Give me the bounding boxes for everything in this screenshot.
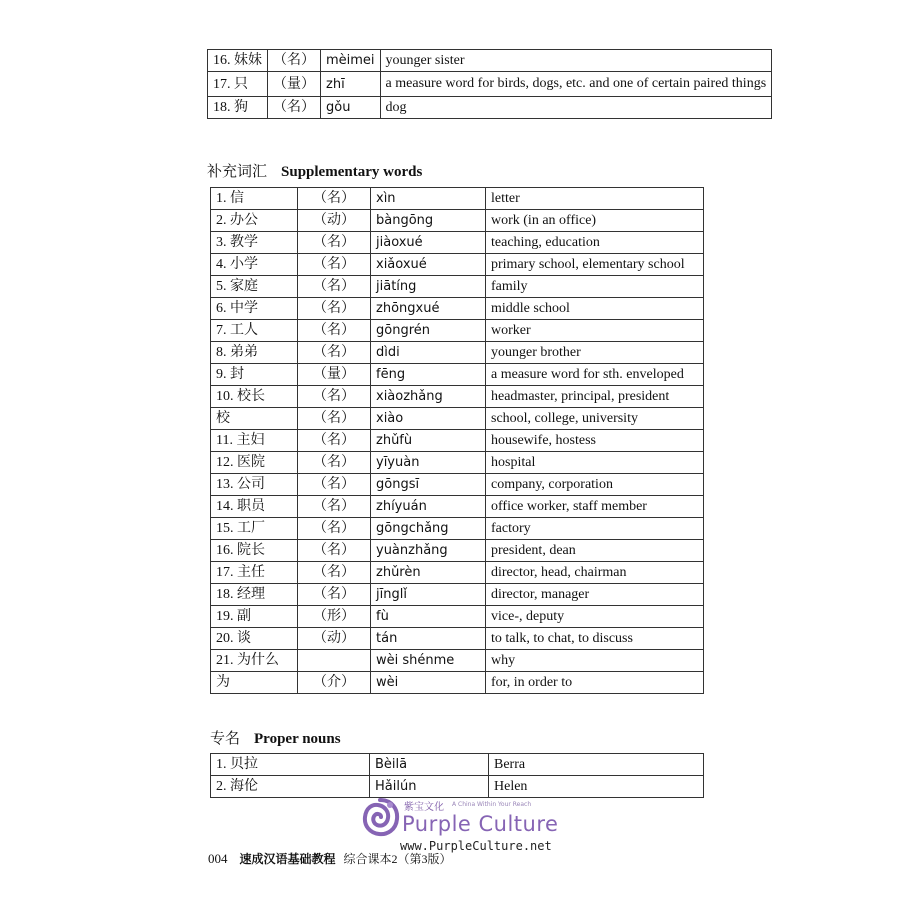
vocab-word: 13. 公司 bbox=[211, 474, 298, 496]
watermark-url: www.PurpleCulture.net bbox=[400, 839, 552, 853]
vocab-part-of-speech: （名） bbox=[298, 298, 371, 320]
vocab-pinyin: jīnglǐ bbox=[371, 584, 486, 606]
vocab-part-of-speech: （名） bbox=[298, 584, 371, 606]
vocab-meaning: director, manager bbox=[486, 584, 704, 606]
vocab-row bbox=[208, 72, 772, 97]
vocab-part-of-speech: （名） bbox=[268, 50, 321, 72]
vocab-word: 17. 只 bbox=[208, 72, 268, 97]
watermark-tagline: A China Within Your Reach bbox=[452, 801, 532, 808]
vocab-pinyin: jiātíng bbox=[371, 276, 486, 298]
vocab-word: 11. 主妇 bbox=[211, 430, 298, 452]
vocab-row bbox=[211, 408, 704, 430]
vocab-row bbox=[211, 562, 704, 584]
vocab-word: 20. 谈 bbox=[211, 628, 298, 650]
proper-noun-word: 2. 海伦 bbox=[211, 776, 370, 798]
vocab-part-of-speech: （形） bbox=[298, 606, 371, 628]
vocab-meaning: why bbox=[486, 650, 704, 672]
watermark-cn-name: 紫宝文化 bbox=[404, 802, 444, 813]
vocab-word: 7. 工人 bbox=[211, 320, 298, 342]
vocab-meaning: vice-, deputy bbox=[486, 606, 704, 628]
vocab-part-of-speech: （动） bbox=[298, 210, 371, 232]
vocab-row bbox=[211, 606, 704, 628]
supplementary-words-table bbox=[210, 187, 704, 694]
vocab-pinyin: xiǎoxué bbox=[371, 254, 486, 276]
proper-noun-row bbox=[211, 754, 704, 776]
vocab-row bbox=[211, 188, 704, 210]
vocab-part-of-speech: （名） bbox=[298, 518, 371, 540]
vocab-word: 10. 校长 bbox=[211, 386, 298, 408]
vocab-row bbox=[211, 232, 704, 254]
vocab-word: 9. 封 bbox=[211, 364, 298, 386]
supplementary-heading-en: Supplementary words bbox=[281, 164, 423, 180]
vocab-meaning: housewife, hostess bbox=[486, 430, 704, 452]
vocab-pinyin: gōngsī bbox=[371, 474, 486, 496]
vocab-row bbox=[211, 518, 704, 540]
vocab-row bbox=[211, 276, 704, 298]
vocab-part-of-speech: （名） bbox=[298, 342, 371, 364]
vocab-word: 16. 院长 bbox=[211, 540, 298, 562]
vocab-row bbox=[211, 496, 704, 518]
vocab-row bbox=[211, 474, 704, 496]
vocab-meaning: to talk, to chat, to discuss bbox=[486, 628, 704, 650]
supplementary-heading bbox=[207, 160, 422, 181]
vocab-pinyin: xiào bbox=[371, 408, 486, 430]
vocab-pinyin: gōngchǎng bbox=[371, 518, 486, 540]
vocab-pinyin: gǒu bbox=[321, 97, 381, 119]
vocab-pinyin: tán bbox=[371, 628, 486, 650]
vocab-part-of-speech bbox=[298, 650, 371, 672]
vocab-word: 16. 妹妹 bbox=[208, 50, 268, 72]
vocab-part-of-speech: （量） bbox=[268, 72, 321, 97]
vocab-part-of-speech: （名） bbox=[298, 408, 371, 430]
vocab-meaning: dog bbox=[380, 97, 772, 119]
proper-nouns-heading-cn: 专名 bbox=[210, 731, 241, 747]
vocab-pinyin: jiàoxué bbox=[371, 232, 486, 254]
vocab-pinyin: yīyuàn bbox=[371, 452, 486, 474]
vocab-word: 校 bbox=[211, 408, 298, 430]
purple-culture-watermark bbox=[360, 795, 560, 853]
watermark-brand-name: Purple Culture bbox=[402, 812, 559, 836]
vocab-meaning: headmaster, principal, president bbox=[486, 386, 704, 408]
vocab-word: 19. 副 bbox=[211, 606, 298, 628]
vocab-pinyin: wèi bbox=[371, 672, 486, 694]
proper-nouns-table bbox=[210, 753, 704, 798]
vocab-word: 6. 中学 bbox=[211, 298, 298, 320]
vocab-meaning: teaching, education bbox=[486, 232, 704, 254]
vocab-pinyin: xìn bbox=[371, 188, 486, 210]
vocab-word: 4. 小学 bbox=[211, 254, 298, 276]
vocab-word: 8. 弟弟 bbox=[211, 342, 298, 364]
vocab-meaning: factory bbox=[486, 518, 704, 540]
vocab-meaning: president, dean bbox=[486, 540, 704, 562]
vocab-meaning: director, head, chairman bbox=[486, 562, 704, 584]
vocab-part-of-speech: （量） bbox=[298, 364, 371, 386]
vocab-row bbox=[211, 298, 704, 320]
vocab-pinyin: dìdi bbox=[371, 342, 486, 364]
vocab-word: 1. 信 bbox=[211, 188, 298, 210]
vocab-meaning: office worker, staff member bbox=[486, 496, 704, 518]
vocab-part-of-speech: （名） bbox=[268, 97, 321, 119]
vocab-word: 18. 经理 bbox=[211, 584, 298, 606]
proper-nouns-heading bbox=[210, 727, 341, 748]
vocab-word: 18. 狗 bbox=[208, 97, 268, 119]
vocab-meaning: younger sister bbox=[380, 50, 772, 72]
vocab-part-of-speech: （名） bbox=[298, 496, 371, 518]
vocab-word: 17. 主任 bbox=[211, 562, 298, 584]
vocab-part-of-speech: （名） bbox=[298, 430, 371, 452]
proper-nouns-heading-en: Proper nouns bbox=[254, 731, 341, 747]
vocab-row bbox=[211, 320, 704, 342]
vocab-part-of-speech: （名） bbox=[298, 188, 371, 210]
proper-noun-meaning: Berra bbox=[489, 754, 704, 776]
vocab-pinyin: wèi shénme bbox=[371, 650, 486, 672]
vocab-meaning: school, college, university bbox=[486, 408, 704, 430]
vocab-meaning: company, corporation bbox=[486, 474, 704, 496]
vocab-part-of-speech: （介） bbox=[298, 672, 371, 694]
vocab-meaning: work (in an office) bbox=[486, 210, 704, 232]
page-number: 004 bbox=[208, 851, 228, 866]
vocab-pinyin: zhǔrèn bbox=[371, 562, 486, 584]
vocab-row bbox=[208, 97, 772, 119]
vocab-part-of-speech: （名） bbox=[298, 562, 371, 584]
vocab-pinyin: zhī bbox=[321, 72, 381, 97]
vocab-row bbox=[211, 342, 704, 364]
vocab-pinyin: gōngrén bbox=[371, 320, 486, 342]
vocab-word: 21. 为什么 bbox=[211, 650, 298, 672]
vocab-word: 12. 医院 bbox=[211, 452, 298, 474]
vocab-row bbox=[211, 540, 704, 562]
proper-noun-pinyin: Bèilā bbox=[370, 754, 489, 776]
vocab-word: 2. 办公 bbox=[211, 210, 298, 232]
vocab-table-top bbox=[207, 49, 772, 119]
supplementary-heading-cn: 补充词汇 bbox=[207, 164, 268, 180]
vocab-meaning: middle school bbox=[486, 298, 704, 320]
vocab-part-of-speech: （名） bbox=[298, 540, 371, 562]
vocab-meaning: family bbox=[486, 276, 704, 298]
vocab-row bbox=[211, 386, 704, 408]
vocab-meaning: worker bbox=[486, 320, 704, 342]
vocab-meaning: primary school, elementary school bbox=[486, 254, 704, 276]
book-title: 速成汉语基础教程 bbox=[239, 852, 336, 866]
vocab-pinyin: zhǔfù bbox=[371, 430, 486, 452]
vocab-pinyin: fù bbox=[371, 606, 486, 628]
vocab-part-of-speech: （名） bbox=[298, 320, 371, 342]
vocab-row bbox=[211, 672, 704, 694]
book-volume: 综合课本2（第3版） bbox=[343, 852, 452, 866]
vocab-word: 15. 工厂 bbox=[211, 518, 298, 540]
vocab-pinyin: zhōngxué bbox=[371, 298, 486, 320]
vocab-meaning: younger brother bbox=[486, 342, 704, 364]
proper-noun-meaning: Helen bbox=[489, 776, 704, 798]
proper-noun-word: 1. 贝拉 bbox=[211, 754, 370, 776]
vocab-row bbox=[211, 210, 704, 232]
vocab-meaning: for, in order to bbox=[486, 672, 704, 694]
vocab-meaning: a measure word for sth. enveloped bbox=[486, 364, 704, 386]
vocab-part-of-speech: （名） bbox=[298, 474, 371, 496]
vocab-row bbox=[211, 364, 704, 386]
vocab-pinyin: yuànzhǎng bbox=[371, 540, 486, 562]
vocab-word: 14. 职员 bbox=[211, 496, 298, 518]
vocab-row bbox=[211, 452, 704, 474]
vocab-row bbox=[211, 430, 704, 452]
vocab-word: 5. 家庭 bbox=[211, 276, 298, 298]
vocab-row bbox=[211, 584, 704, 606]
vocab-row bbox=[211, 650, 704, 672]
vocab-word: 为 bbox=[211, 672, 298, 694]
vocab-pinyin: zhíyuán bbox=[371, 496, 486, 518]
vocab-row bbox=[211, 254, 704, 276]
vocab-pinyin: xiàozhǎng bbox=[371, 386, 486, 408]
vocab-meaning: a measure word for birds, dogs, etc. and one of certain paired things bbox=[380, 72, 772, 97]
page-footer bbox=[208, 850, 452, 867]
vocab-part-of-speech: （名） bbox=[298, 254, 371, 276]
vocab-pinyin: fēng bbox=[371, 364, 486, 386]
vocab-part-of-speech: （名） bbox=[298, 232, 371, 254]
vocab-row bbox=[208, 50, 772, 72]
vocab-part-of-speech: （动） bbox=[298, 628, 371, 650]
vocab-part-of-speech: （名） bbox=[298, 452, 371, 474]
vocab-word: 3. 教学 bbox=[211, 232, 298, 254]
proper-noun-pinyin: Hǎilún bbox=[370, 776, 489, 798]
vocab-meaning: hospital bbox=[486, 452, 704, 474]
vocab-pinyin: mèimei bbox=[321, 50, 381, 72]
vocab-part-of-speech: （名） bbox=[298, 386, 371, 408]
vocab-meaning: letter bbox=[486, 188, 704, 210]
purple-culture-logo-icon bbox=[360, 797, 400, 837]
vocab-row bbox=[211, 628, 704, 650]
vocab-part-of-speech: （名） bbox=[298, 276, 371, 298]
vocab-pinyin: bàngōng bbox=[371, 210, 486, 232]
